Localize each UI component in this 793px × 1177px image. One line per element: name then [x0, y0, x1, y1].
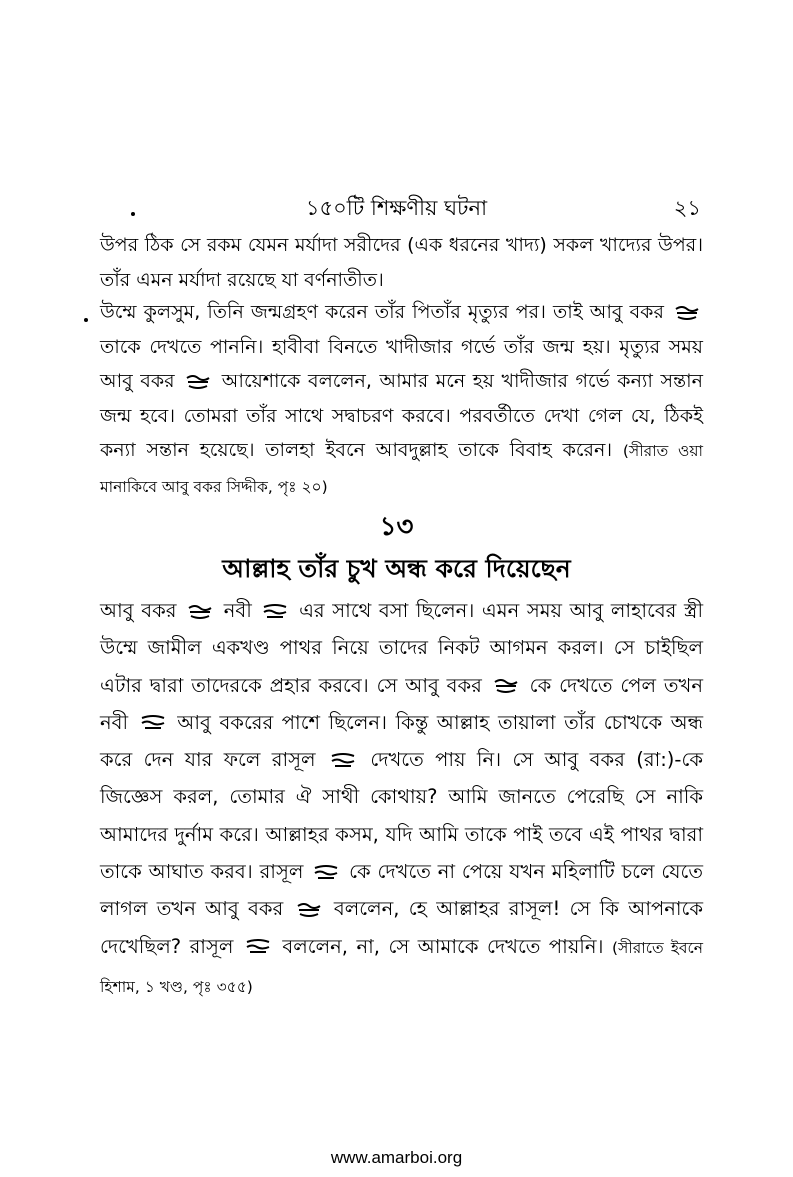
sallallahu-alaihi-wasallam-icon [313, 864, 339, 882]
radiyallahu-anhu-icon [493, 677, 519, 695]
radiyallahu-anhu-icon [296, 901, 322, 919]
paragraph-text: বললেন, হে আল্লাহর রাসূল! সে কি আপনাকে দেখেছিল? রাসূল [100, 897, 703, 958]
website-footer: www.amarboi.org [330, 1148, 463, 1167]
radiyallahu-anhu-icon [674, 304, 700, 322]
page-header [0, 192, 793, 222]
paragraph-text: উম্মে কুলসুম, তিনি জন্মগ্রহণ করেন তাঁর পিতাঁর মৃত্যুর পর। তাই আবু বকর [100, 301, 664, 323]
paragraph-continuation: উপর ঠিক সে রকম যেমন মর্যাদা সরীদের (এক ধরনের খাদ্য) সকল খাদ্যের উপর। তাঁর এমন মর্যাদা রয়েছে যা বর্ণনাতীত। [100, 234, 703, 291]
citation: (সীরাতে ইবনে হিশাম, ১ খণ্ড, পৃঃ ৩৫৫) [100, 938, 704, 996]
sallallahu-alaihi-wasallam-icon [245, 938, 271, 956]
paragraph-text: আবু বকরের পাশে ছিলেন। কিন্তু আল্লাহ তায়ালা তাঁর চোখকে অন্ধ করে দেন যার ফলে রাসূল [100, 710, 704, 772]
paragraph-text: আয়েশাকে বললেন, আমার মনে হয় খাদীজার গর্ভে কন্যা সন্তান জন্ম হবে। তোমরা তাঁর সাথে সদ্বাচরণ করবে। পরবর্তীতে দেখা গেল যে, ঠিকই কন্যা সন্তান হয়েছে। তালহা ইবনে আবদুল্লাহ তাকে বিবাহ করেন। [100, 370, 703, 461]
print-speck [84, 318, 88, 322]
paragraph-story [100, 592, 703, 1006]
chapter-title: আল্লাহ তাঁর চুখ অন্ধ করে দিয়েছেন [222, 554, 571, 583]
paragraph-text: দেখতে পায় নি। সে আবু বকর (রা:)-কে জিজ্ঞেস করল, তোমার ঐ সাথী কোথায়? আমি জানতে পেরেছি সে নাকি আমাদের দুর্নাম করে। আল্লাহর কসম, যদি আমি তাকে পাই তবে এই পাথর দ্বারা তাকে আঘাত করব। রাসূল [100, 748, 704, 884]
paragraph-text: কে দেখতে না পেয়ে যখন মহিলাটি চলে যেতে লাগল তখন আবু বকর [100, 860, 703, 921]
radiyallahu-anhu-icon [185, 373, 211, 391]
sallallahu-alaihi-wasallam-icon [330, 752, 356, 770]
paragraph-text: বললেন, না, সে আমাকে দেখতে পায়নি। [282, 934, 604, 958]
paragraph-text: কে দেখতে পেল তখন নবী [100, 673, 704, 734]
paragraph-umm-kulsum [100, 295, 703, 504]
paragraph-text: তাকে দেখতে পাননি। হাবীবা বিনতে খাদীজার গর্ভে তাঁর জন্ম হয়। মৃত্যুর সময় আবু বকর [100, 335, 703, 392]
running-title: ১৫০টি শিক্ষণীয় ঘটনা [305, 196, 488, 220]
print-speck [131, 212, 135, 216]
paragraph-text: আবু বকর [100, 599, 177, 622]
paragraph-text: এর সাথে বসা ছিলেন। এমন সময় আবু লাহাবের স্ত্রী উম্মে জামীল একখণ্ড পাথর নিয়ে তাদের নিকট আগমন করল। সে চাইছিল এটার দ্বারা তাদেরকে প্রহার করবে। সে আবু বকর [100, 599, 704, 697]
sallallahu-alaihi-wasallam-icon [262, 603, 288, 621]
paragraph-text: নবী [223, 599, 252, 622]
radiyallahu-anhu-icon [187, 603, 213, 621]
citation: (সীরাত ওয়া মানাকিবে আবু বকর সিদ্দীক, পৃঃ ২০) [100, 442, 703, 496]
chapter-number: ১৩ [379, 512, 414, 542]
sallallahu-alaihi-wasallam-icon [140, 714, 166, 732]
page-number: ২১ [673, 196, 701, 220]
